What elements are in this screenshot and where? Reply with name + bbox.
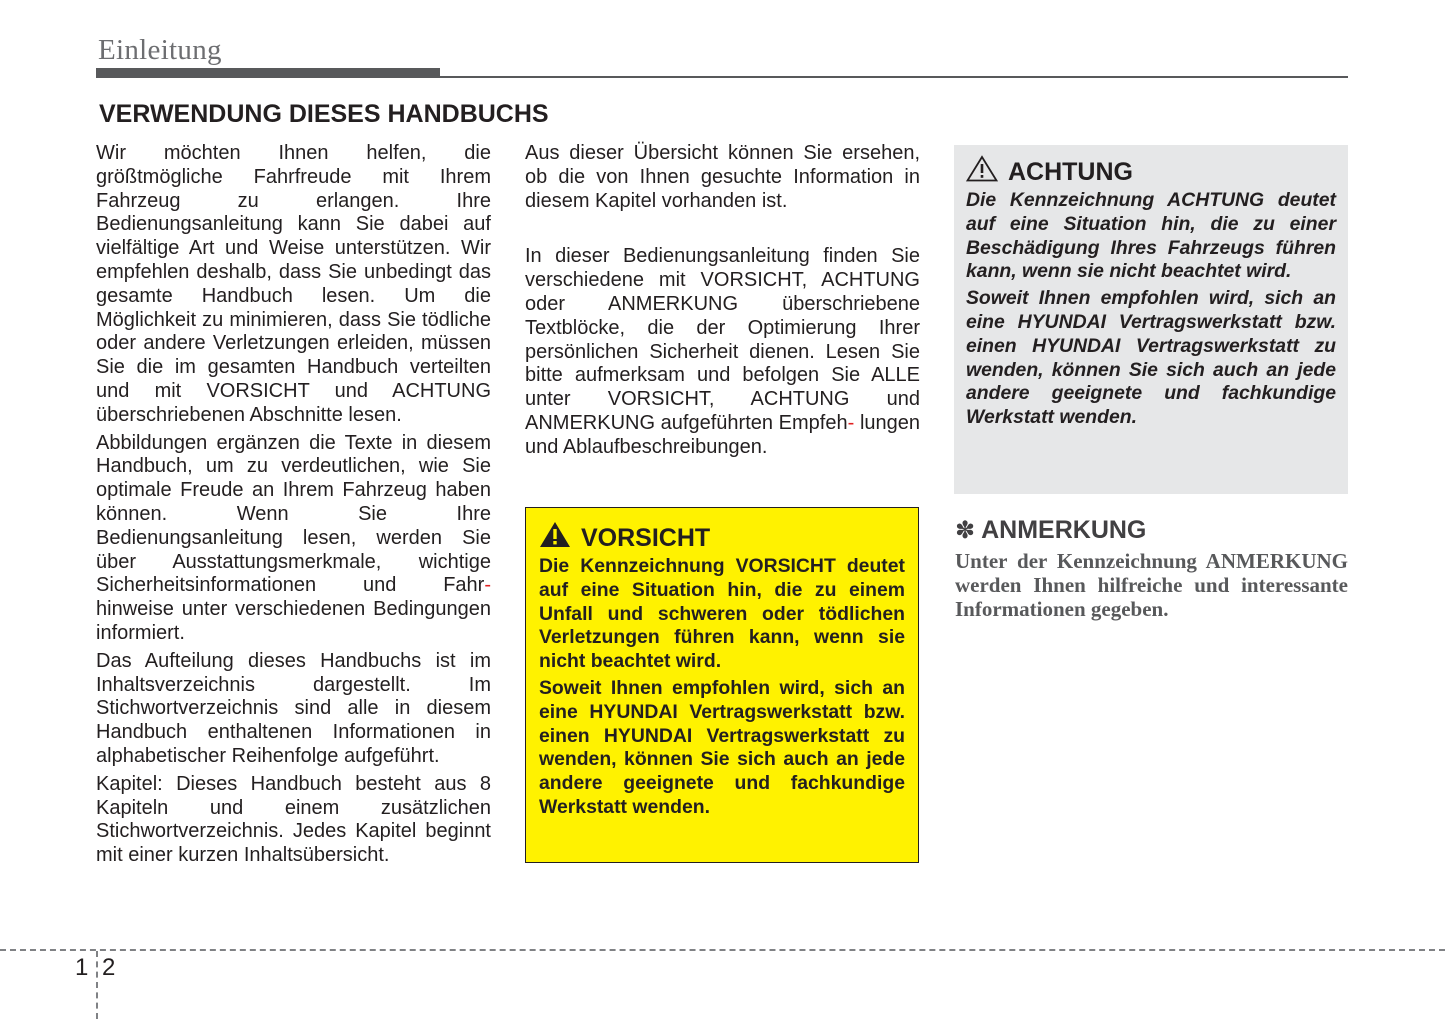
text-column-2 <box>525 142 920 460</box>
page-header-title: Einleitung <box>98 34 222 66</box>
chapter-number: 1 <box>75 954 89 981</box>
paragraph-illustrations-part-b: hinweise unter verschiedenen Bedingungen informiert. <box>96 598 491 644</box>
anmerkung-title: ANMERKUNG <box>981 516 1147 544</box>
vorsicht-warning-box <box>525 507 919 863</box>
vorsicht-text-2: Soweit Ihnen empfohlen wird, sich an eine HYUNDAI Vertragswerkstatt bzw. einen HYUNDAI Vertragswerkstatt zu wenden, können Sie sich auch an jede andere geeignete und fachkundige Werkstatt wenden. <box>539 676 905 818</box>
text-column-1 <box>96 142 491 868</box>
paragraph-intro: Wir möchten Ihnen helfen, die größtmögliche Fahrfreude mit Ihrem Fahrzeug zu erlangen. Ihre Bedienungsanleitung kann Sie dabei auf vielfältige Art und Weise unterstützen. Wir empfehlen deshalb, dass Sie unbedingt das gesamte Handbuch lesen. Um die Möglichkeit zu minimieren, dass Sie tödliche oder andere Verletzungen erleiden, müssen Sie die im gesamten Handbuch verteilten und mit VORSICHT und ACHTUNG überschriebenen Abschnitte lesen. <box>96 142 491 426</box>
vorsicht-text-1: Die Kennzeichnung VORSICHT deutet auf eine Situation hin, die zu einem Unfall und schweren oder tödlichen Verletzungen führen kann, wenn sie nicht beachtet wird. <box>539 555 905 673</box>
paragraph-illustrations-part-a: Abbildungen ergänzen die Texte in diesem Handbuch, um zu verdeutlichen, wie Sie optimale Freude an Ihrem Fahrzeug haben können. Wenn Sie Ihre Bedienungsanleitung lesen, werden Sie über Ausstattungsmerkmale, wichtige Sicherheitsinformationen und Fahr <box>96 431 491 597</box>
vorsicht-title-row <box>539 521 905 555</box>
achtung-text-1: Die Kennzeichnung ACHTUNG deutet auf eine Situation hin, die zu einer Beschädigung Ihres Fahrzeugs führen kann, wenn sie nicht beachtet wird. <box>966 189 1336 283</box>
paragraph-safety-blocks <box>525 245 920 459</box>
paragraph-overview: Aus dieser Übersicht können Sie ersehen, ob die von Ihnen gesuchte Information in diesem Kapitel vorhanden ist. <box>525 142 920 212</box>
vorsicht-title: VORSICHT <box>581 523 711 552</box>
section-heading: VERWENDUNG DIESES HANDBUCHS <box>99 100 549 128</box>
asterisk-note-icon: ✽ <box>955 517 976 544</box>
hyphen-mark: - <box>484 574 491 597</box>
achtung-caution-box <box>954 145 1348 494</box>
header-rule-thin <box>440 76 1348 78</box>
page-number: 2 <box>102 954 116 981</box>
footer-dashed-rule <box>0 949 1445 951</box>
anmerkung-title-row <box>955 516 1146 545</box>
achtung-title: ACHTUNG <box>1008 157 1133 186</box>
anmerkung-text: Unter der Kennzeichnung ANMERKUNG werden Ihnen hilfreiche und interessante Informationen gegeben. <box>955 549 1348 621</box>
caution-triangle-icon <box>966 155 1008 189</box>
warning-triangle-icon <box>539 521 581 555</box>
achtung-title-row <box>966 155 1336 189</box>
paragraph-illustrations <box>96 432 491 646</box>
paragraph-safety-blocks-part-b: lungen und Ablaufbeschreibungen. <box>525 411 920 458</box>
paragraph-safety-blocks-part-a: In dieser Bedienungsanleitung finden Sie verschiedene mit VORSICHT, ACHTUNG oder ANMERKUNG überschriebene Textblöcke, die der Optimierung Ihrer persönlichen Sicherheit dienen. Lesen Sie bitte aufmerksam und befolgen Sie ALLE unter VORSICHT, ACHTUNG und ANMERKUNG aufgeführten Empfeh <box>525 245 920 434</box>
hyphen-mark: - <box>847 411 855 434</box>
paragraph-structure: Das Aufteilung dieses Handbuchs ist im Inhaltsverzeichnis dargestellt. Im Stichwortverzeichnis sind alle in diesem Handbuch enthaltenen Informationen in alphabetischer Reihenfolge aufgeführt. <box>96 649 491 767</box>
footer-dashed-divider <box>96 951 98 1019</box>
header-rule-thick <box>96 68 440 78</box>
paragraph-chapters: Kapitel: Dieses Handbuch besteht aus 8 Kapiteln und einem zusätzlichen Stichwortverzeichnis. Jedes Kapitel beginnt mit einer kurzen Inhaltsübersicht. <box>96 772 491 867</box>
achtung-text-2: Soweit Ihnen empfohlen wird, sich an eine HYUNDAI Vertragswerkstatt bzw. einen HYUNDAI Vertragswerkstatt zu wenden, können Sie sich auch an jede andere geeignete und fachkundige Werkstatt wenden. <box>966 287 1336 429</box>
